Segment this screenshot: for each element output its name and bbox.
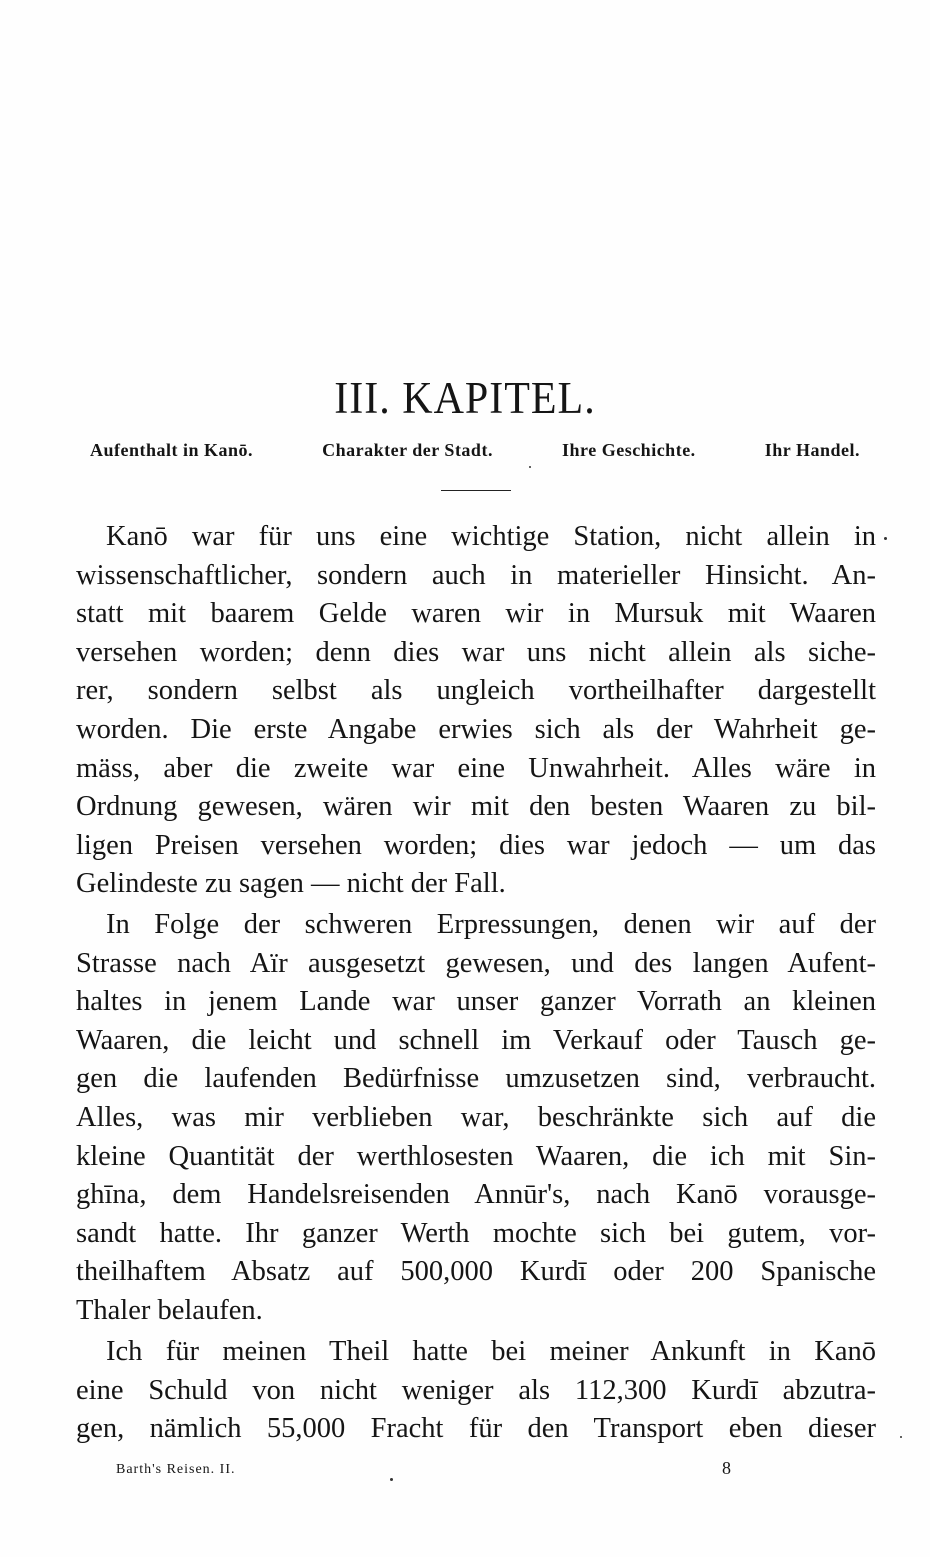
text-line: gen, nämlich 55,000 Fracht für den Transport eben dieser	[76, 1413, 876, 1445]
print-speck	[529, 466, 531, 468]
text-line: In Folge der schweren Erpressungen, denen wir auf der	[106, 909, 876, 940]
text-line: theilhaftem Absatz auf 500,000 Kurdī oder 200 Spanische	[76, 1256, 876, 1288]
text-line: mäss, aber die zweite war eine Unwahrheit. Alles wäre in	[76, 752, 876, 784]
text-line: rer, sondern selbst als ungleich vortheilhafter dargestellt	[76, 675, 876, 707]
text-line: haltes in jenem Lande war unser ganzer Vorrath an kleinen	[76, 986, 876, 1018]
subtitle-part: Aufenthalt in Kanō.	[90, 440, 254, 460]
chapter-subtitle	[90, 440, 860, 461]
text-line: Kanō war für uns eine wichtige Station, nicht allein in	[106, 521, 876, 552]
text-line: kleine Quantität der werthlosesten Waaren, die ich mit Sin-	[76, 1140, 876, 1172]
text-line: versehen worden; denn dies war uns nicht allein als siche-	[76, 636, 876, 668]
text-line: eine Schuld von nicht weniger als 112,300 Kurdī abzutra-	[76, 1374, 876, 1406]
text-line: Waaren, die leicht und schnell im Verkauf oder Tausch ge-	[76, 1024, 876, 1056]
print-speck	[390, 1478, 393, 1481]
text-line: Thaler belaufen.	[76, 1294, 263, 1326]
text-line: wissenschaftlicher, sondern auch in materieller Hinsicht. An-	[76, 559, 876, 591]
page-number: 8	[722, 1458, 731, 1478]
section-divider	[441, 490, 511, 491]
text-line: statt mit baarem Gelde waren wir in Mursuk mit Waaren	[76, 598, 876, 630]
print-speck	[900, 1436, 902, 1438]
text-line: gen die laufenden Bedürfnisse umzusetzen sind, verbraucht.	[76, 1063, 876, 1095]
text-line: Gelindeste zu sagen — nicht der Fall.	[76, 868, 506, 900]
text-line: ghīna, dem Handelsreisenden Annūr's, nach Kanō vorausge-	[76, 1179, 876, 1211]
paragraph	[76, 1333, 876, 1449]
text-line: Ich für meinen Theil hatte bei meiner Ankunft in Kanō	[106, 1336, 876, 1367]
subtitle-part: Ihr Handel.	[764, 440, 860, 460]
subtitle-part: Ihre Geschichte.	[562, 440, 696, 460]
subtitle-part: Charakter der Stadt.	[322, 440, 493, 460]
footer-signature: Barth's Reisen. II.	[116, 1462, 236, 1477]
paragraph	[76, 906, 876, 1331]
text-line: ligen Preisen versehen worden; dies war jedoch — um das	[76, 829, 876, 861]
text-line: sandt hatte. Ihr ganzer Werth mochte sich bei gutem, vor-	[76, 1217, 876, 1249]
print-speck	[884, 537, 887, 540]
chapter-title: III. KAPITEL.	[334, 374, 596, 424]
text-line: Strasse nach Aïr ausgesetzt gewesen, und des langen Aufent-	[76, 947, 876, 979]
paragraph	[76, 518, 876, 904]
text-line: Alles, was mir verblieben war, beschränkte sich auf die	[76, 1101, 876, 1133]
text-line: worden. Die erste Angabe erwies sich als der Wahrheit ge-	[76, 713, 876, 745]
text-line: Ordnung gewesen, wären wir mit den besten Waaren zu bil-	[76, 791, 876, 823]
